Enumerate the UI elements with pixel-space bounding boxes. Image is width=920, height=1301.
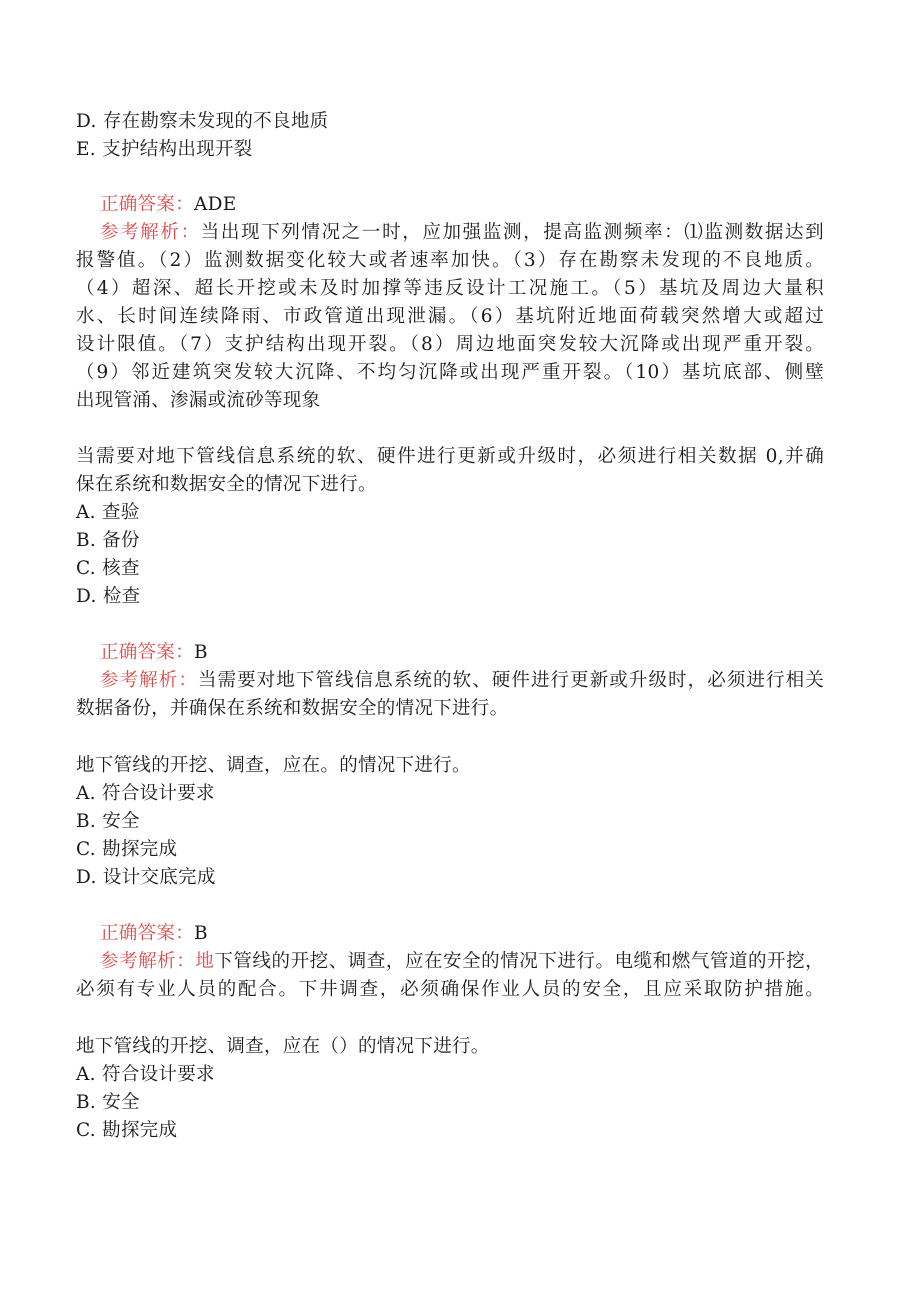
option-a: A. 符合设计要求 bbox=[76, 783, 215, 804]
option-c: C. 勘探完成 bbox=[76, 839, 178, 860]
analysis-red-char: 地 bbox=[195, 951, 215, 972]
analysis-line bbox=[100, 219, 824, 247]
option-b: B. 安全 bbox=[76, 1092, 140, 1113]
question-text: 地下管线的开挖、调查，应在。的情况下进行。 bbox=[76, 755, 471, 776]
analysis-text: 报警值。（2）监测数据变化较大或者速率加快。（3）存在勘察未发现的不良地质。 bbox=[76, 250, 824, 271]
analysis-text: 数据备份，并确保在系统和数据安全的情况下进行。 bbox=[76, 698, 509, 719]
analysis-text: （9）邻近建筑突发较大沉降、不均匀沉降或出现严重开裂。（10）基坑底部、侧壁 bbox=[76, 362, 824, 383]
analysis-text: 当需要对地下管线信息系统的软、硬件进行更新或升级时，必须进行相关 bbox=[197, 670, 824, 691]
analysis-line bbox=[100, 948, 824, 976]
answer-line bbox=[100, 639, 860, 667]
answer-label: 正确答案： bbox=[100, 194, 195, 215]
question-text: 当需要对地下管线信息系统的软、硬件进行更新或升级时，必须进行相关数据 0,并确 bbox=[76, 446, 824, 467]
analysis-text: 出现管涌、渗漏或流砂等现象 bbox=[76, 390, 321, 411]
analysis-text: 设计限值。（7）支护结构出现开裂。（8）周边地面突发较大沉降或出现严重开裂。 bbox=[76, 334, 824, 355]
answer-line bbox=[100, 920, 860, 948]
option-e: E. 支护结构出现开裂 bbox=[76, 139, 253, 160]
analysis-line bbox=[100, 667, 824, 695]
question-text: 地下管线的开挖、调查，应在（）的情况下进行。 bbox=[76, 1036, 490, 1057]
answer-value: B bbox=[194, 923, 208, 944]
option-d: D. 设计交底完成 bbox=[76, 867, 216, 888]
option-d: D. 检查 bbox=[76, 586, 141, 607]
option-b: B. 安全 bbox=[76, 811, 140, 832]
answer-value: B bbox=[194, 642, 208, 663]
analysis-label: 参考解析： bbox=[100, 951, 196, 972]
option-a: A. 查验 bbox=[76, 502, 140, 523]
option-c: C. 核查 bbox=[76, 558, 140, 579]
analysis-text: （4）超深、超长开挖或未及时加撑等违反设计工况施工。（5）基坑及周边大量积 bbox=[76, 278, 824, 299]
analysis-text: 水、长时间连续降雨、市政管道出现泄漏。（6）基坑附近地面荷载突然增大或超过 bbox=[76, 306, 824, 327]
option-c: C. 勘探完成 bbox=[76, 1120, 178, 1141]
option-d: D. 存在勘察未发现的不良地质 bbox=[76, 111, 329, 132]
analysis-text: 必须有专业人员的配合。下井调查，必须确保作业人员的安全，且应采取防护措施。 bbox=[76, 979, 824, 1000]
question-text: 保在系统和数据安全的情况下进行。 bbox=[76, 474, 377, 495]
answer-label: 正确答案： bbox=[100, 642, 195, 663]
answer-line bbox=[100, 191, 860, 219]
analysis-label: 参考解析： bbox=[100, 670, 198, 691]
answer-label: 正确答案： bbox=[100, 923, 195, 944]
option-a: A. 符合设计要求 bbox=[76, 1064, 215, 1085]
analysis-text: 下管线的开挖、调查，应在安全的情况下进行。电缆和燃气管道的开挖， bbox=[214, 951, 824, 972]
option-b: B. 备份 bbox=[76, 530, 140, 551]
analysis-label: 参考解析： bbox=[100, 222, 201, 243]
answer-value: ADE bbox=[194, 194, 237, 215]
analysis-text: 当出现下列情况之一时，应加强监测，提高监测频率：⑴监测数据达到 bbox=[200, 222, 824, 243]
